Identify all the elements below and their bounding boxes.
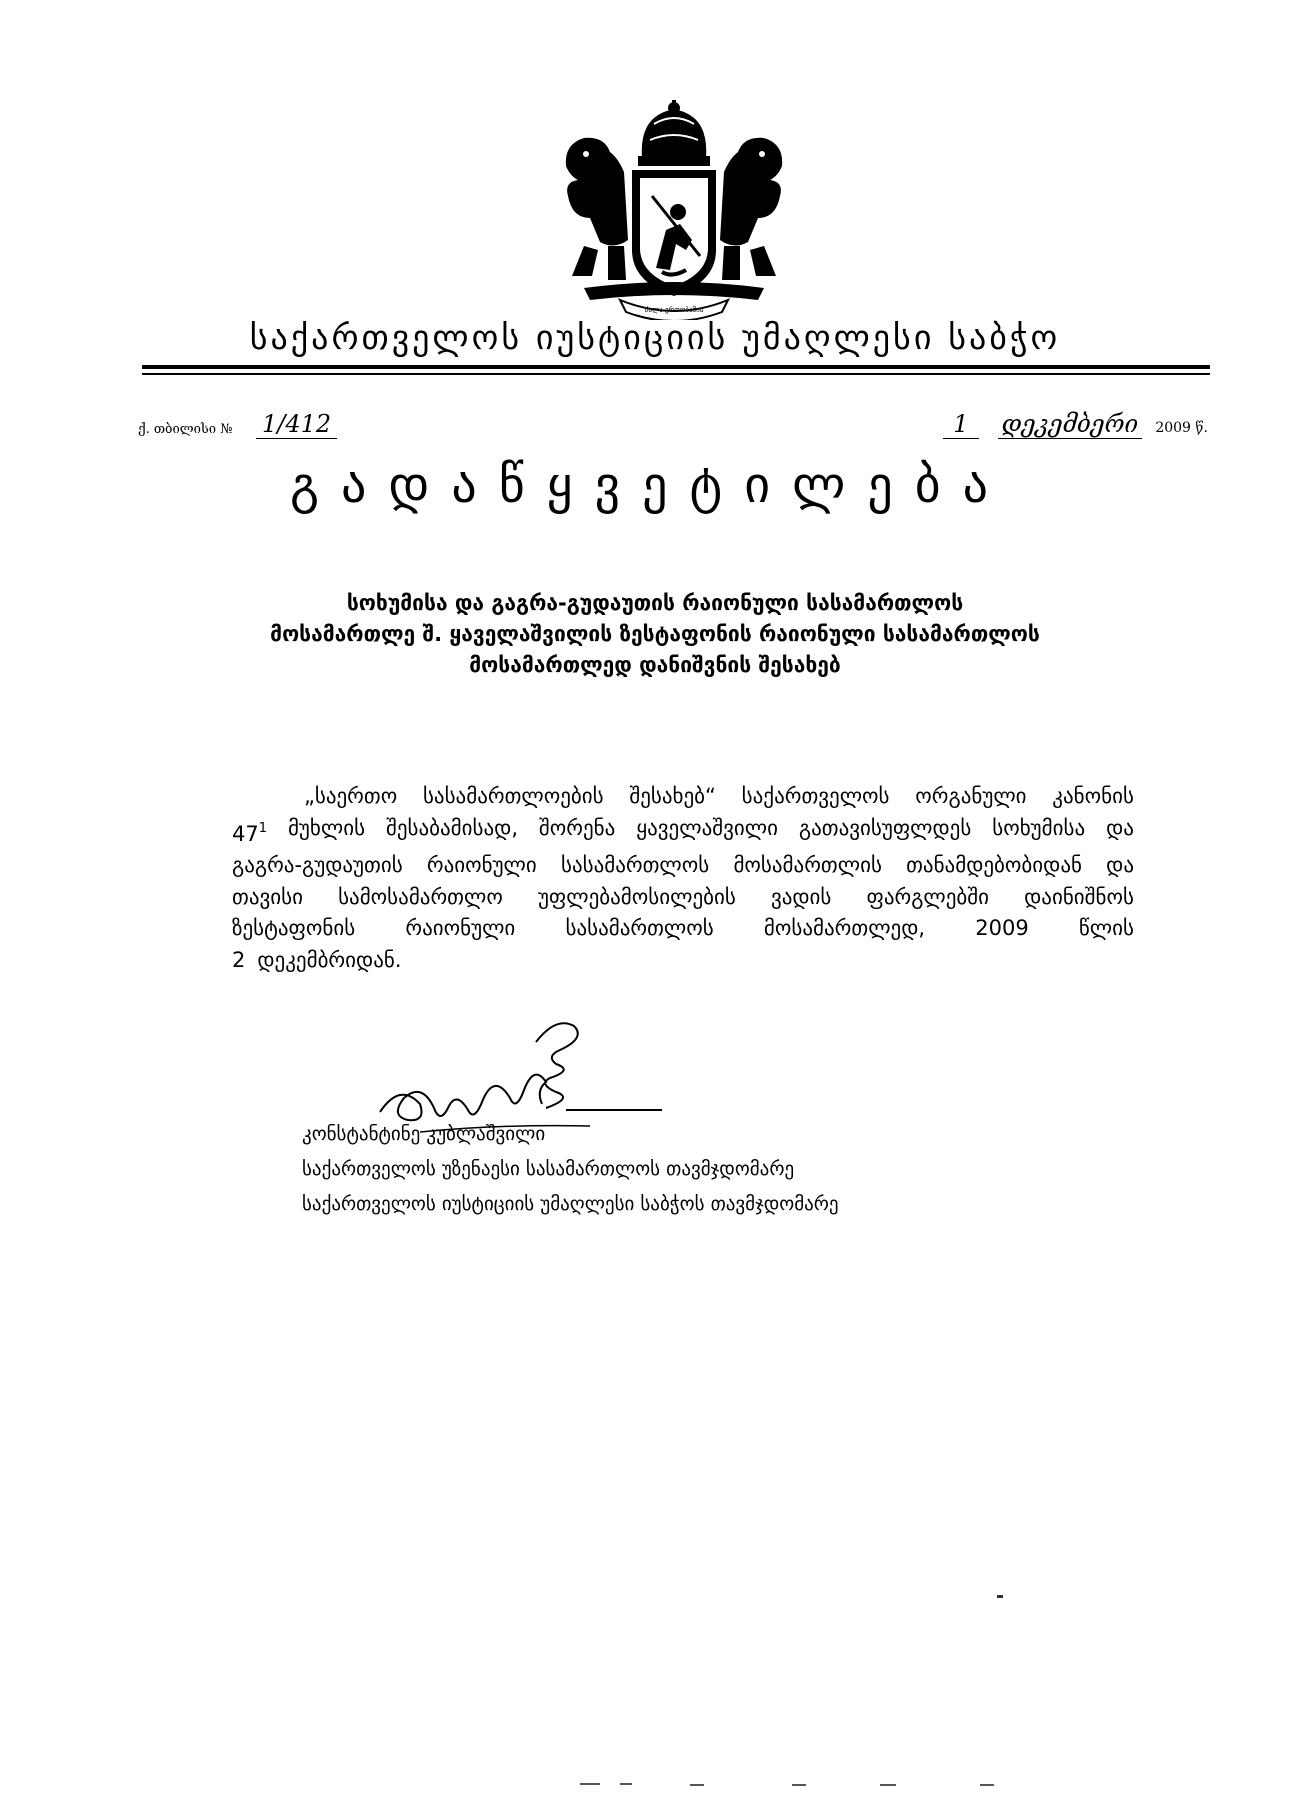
body-word: შესახებ“ [629,784,716,808]
body-word: ყაველაშვილი [636,815,778,840]
lion-left-icon [566,138,628,280]
body-word: რაიონული [405,916,516,940]
article-number: $47^1$ [232,820,268,846]
article-superscript: 1 [258,820,268,836]
document-meta-row [138,410,1208,450]
body-word: რაიონული [426,853,537,877]
body-word: სოხუმისა [992,815,1086,840]
body-word: სასამართლოების [422,784,604,808]
body-word: უფლებამოსილების [537,884,736,909]
signatory-position: საქართველოს უზენაესი სასამართლოს თავმჯდომარე [302,1158,795,1180]
body-line [232,913,1134,945]
body-word: ზესტაფონის [232,916,356,940]
body-word: სამოსამართლო [338,884,503,909]
body-word: თანამდებობიდან [906,853,1082,877]
coat-of-arms-icon [554,100,794,320]
body-word: მოსამართლედ, [763,916,926,940]
body-word: დაინიშნოს [1024,884,1134,909]
scan-edge-dashes [580,1781,1010,1789]
number-label: ქ. თბილისი № [138,422,233,437]
body-word: მოსამართლის [733,853,882,877]
body-word: საქართველოს [741,784,890,808]
body-word: კანონის [1052,784,1134,808]
crown-icon [638,100,710,166]
scan-speck [997,1595,1003,1598]
body-word: სასამართლოს [565,916,714,940]
council-title: საქართველოს იუსტიციის უმაღლესი საბჭო [249,318,1061,358]
body-word: შესაბამისად, [385,815,518,840]
body-word: დეკემბრიდან. [257,947,402,972]
header-divider-thin [142,373,1210,375]
subject-line: სოხუმისა და გაგრა-გუდაუთის რაიონული სასამართლოს [346,591,964,615]
body-word: გაგრა-გუდაუთის [232,853,403,877]
body-word: ვადის [770,884,832,909]
body-word: თავისი [232,884,303,909]
emblem-ribbon-text: ძალა ერთობაშია [644,306,704,314]
signatory-block [302,1117,839,1222]
body-word: 2009 [975,916,1029,940]
body-line [232,882,1134,914]
decision-body [232,781,1134,976]
body-word: წლის [1078,916,1134,940]
header-divider-thick [142,365,1210,369]
body-word: სასამართლოს [560,853,710,877]
subject-line: მოსამართლე შ. ყაველაშვილის ზესტაფონის რაიონული სასამართლოს [270,622,1040,646]
body-line [232,813,1134,851]
body-word: მუხლის [287,815,366,840]
body-line [232,781,1134,813]
signatory-position: საქართველოს იუსტიციის უმაღლესი საბჭოს თავმჯდომარე [302,1193,839,1215]
subject-line: მოსამართლედ დანიშვნის შესახებ [469,653,841,677]
document-number: 1/412 [256,410,337,439]
body-word: „საერთო [304,784,398,808]
body-word: ფარგლებში [866,884,990,909]
date-month: დეკემბერი [998,410,1143,439]
body-word: და [1106,815,1134,840]
body-word: და [1106,853,1134,877]
signatory-name: კონსტანტინე კუბლაშვილი [302,1123,546,1145]
body-word: შორენა [538,815,616,840]
body-line [232,850,1134,882]
document-type-heading: გადაწყვეტილება [290,456,1010,514]
decision-subject [150,588,1160,681]
body-word: 2 [232,947,246,972]
body-word: ორგანული [915,784,1027,808]
lion-right-icon [720,138,782,280]
document-date [943,410,1208,439]
body-line [232,945,1134,977]
body-word: გათავისუფლდეს [798,815,972,840]
date-year: 2009 წ. [1155,420,1208,436]
date-day: 1 [943,410,978,439]
